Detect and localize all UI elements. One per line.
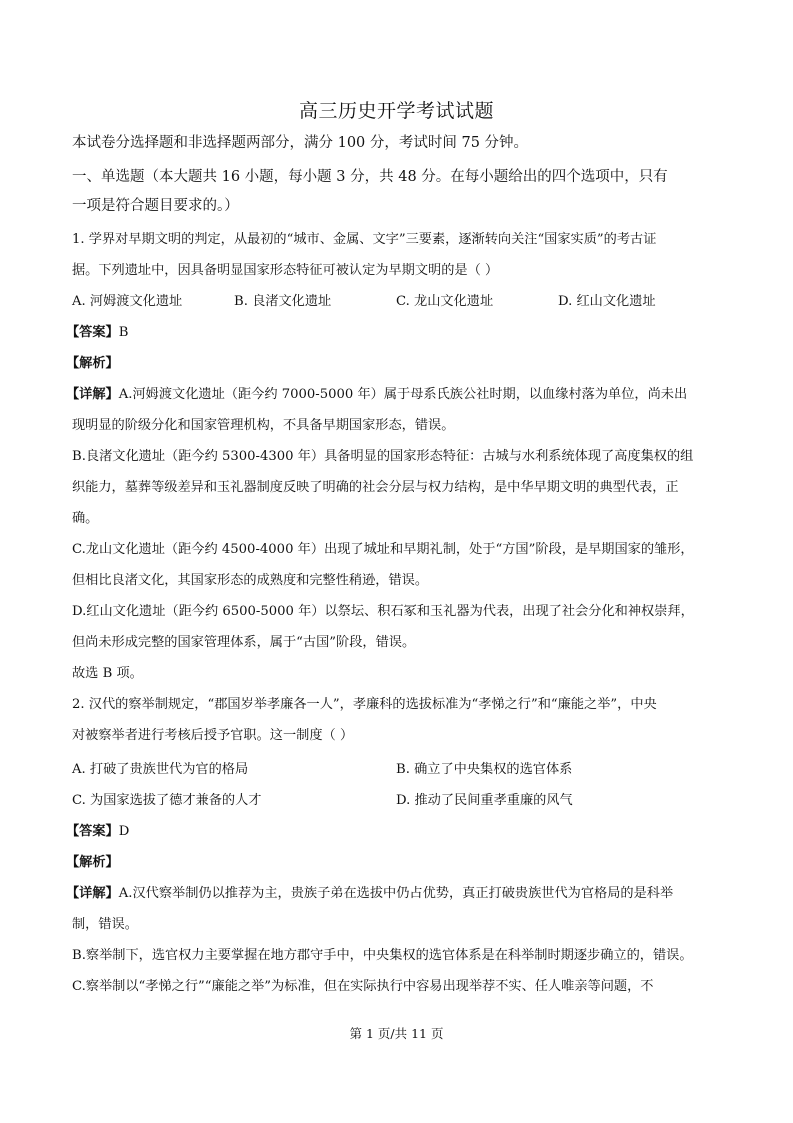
page-title: 高三历史开学考试试题 (298, 100, 494, 122)
q2-stem-line1: 2. 汉代的察举制规定，“郡国岁举孝廉各一人”，孝廉科的选拔标准为“孝悌之行”和“廉能之举”，中央 (72, 697, 657, 712)
q1-stem-line2: 据。下列遗址中，因具备明显国家形态特征可被认定为早期文明的是（ ） (72, 263, 499, 278)
q2-detail-line3: B.察举制下，选官权力主要掌握在地方郡守手中，中央集权的选官体系是在科举制时期逐步确立的，错误。 (72, 948, 693, 963)
q1-detail-line6: C.龙山文化遗址（距今约 4500-4000 年）出现了城址和早期礼制，处于“方国”阶段，是早期国家的雏形， (72, 542, 694, 557)
section-heading-line2: 一项是符合题目要求的。） (72, 198, 239, 214)
q2-option-b: B. 确立了中央集权的选官体系 (396, 762, 573, 777)
q2-detail-line2: 制，错误。 (72, 917, 138, 932)
detail-text: A.汉代察举制仍以推荐为主，贵族子弟在选拔中仍占优势，真正打破贵族世代为官格局的是科举 (118, 886, 674, 901)
q1-detail-line9: 但尚未形成完整的国家管理体系，属于“古国”阶段，错误。 (72, 635, 416, 650)
detail-tag: 【详解】 (66, 387, 119, 402)
q1-detail-line3: B.良渚文化遗址（距今约 5300-4300 年）具备明显的国家形态特征：古城与水利系统体现了高度集权的组 (72, 449, 694, 464)
q1-stem-line1: 1. 学界对早期文明的判定，从最初的“城市、金属、文字”三要素，逐渐转向关注“国家实质”的考古证 (72, 232, 657, 247)
answer-tag: 【答案】 (66, 824, 119, 839)
detail-text: A.河姆渡文化遗址（距今约 7000-5000 年）属于母系氏族公社时期，以血缘村落为单位，尚未出 (118, 387, 688, 402)
q2-detail-line4: C.察举制以“孝悌之行”“廉能之举”为标准，但在实际执行中容易出现举荐不实、任人唯亲等问题，不 (72, 979, 654, 994)
q1-option-b: B. 良渚文化遗址 (234, 294, 332, 309)
q1-detail-line4: 织能力，墓葬等级差异和玉礼器制度反映了明确的社会分层与权力结构，是中华早期文明的典型代表，正 (72, 480, 679, 495)
q2-option-c: C. 为国家选拔了德才兼备的人才 (72, 793, 262, 808)
q1-conclusion: 故选 B 项。 (72, 666, 143, 681)
q2-answer (66, 823, 129, 841)
q1-detail-line7: 但相比良渚文化，其国家形态的成熟度和完整性稍逊，错误。 (72, 573, 429, 588)
section-heading-line1: 一、单选题（本大题共 16 小题，每小题 3 分，共 48 分。在每小题给出的四个选项中，只有 (72, 169, 668, 185)
page-footer: 第 1 页/共 11 页 (349, 1026, 444, 1041)
q1-analysis-tag: 【解析】 (66, 356, 119, 371)
answer-value: D (118, 824, 130, 839)
q2-option-a: A. 打破了贵族世代为官的格局 (72, 762, 249, 777)
q1-detail-line8: D.红山文化遗址（距今约 6500-5000 年）以祭坛、积石冢和玉礼器为代表，出现了社会分化和神权崇拜， (72, 604, 694, 619)
q1-answer (66, 324, 128, 342)
q2-detail-line1 (66, 885, 673, 903)
q1-option-d: D. 红山文化遗址 (558, 294, 656, 309)
q1-option-c: C. 龙山文化遗址 (396, 294, 494, 309)
answer-value: B (118, 325, 129, 340)
q1-detail-line1 (66, 386, 687, 404)
answer-tag: 【答案】 (66, 325, 119, 340)
q2-analysis-tag: 【解析】 (66, 855, 119, 870)
exam-intro: 本试卷分选择题和非选择题两部分，满分 100 分，考试时间 75 分钟。 (72, 135, 529, 151)
q1-option-a: A. 河姆渡文化遗址 (72, 294, 183, 309)
detail-tag: 【详解】 (66, 886, 119, 901)
q1-detail-line5: 确。 (72, 511, 99, 526)
q2-stem-line2: 对被察举者进行考核后授予官职。这一制度（ ） (72, 728, 354, 743)
q1-detail-line2: 现明显的阶级分化和国家管理机构，不具备早期国家形态，错误。 (72, 418, 455, 433)
q2-option-d: D. 推动了民间重孝重廉的风气 (396, 793, 573, 808)
